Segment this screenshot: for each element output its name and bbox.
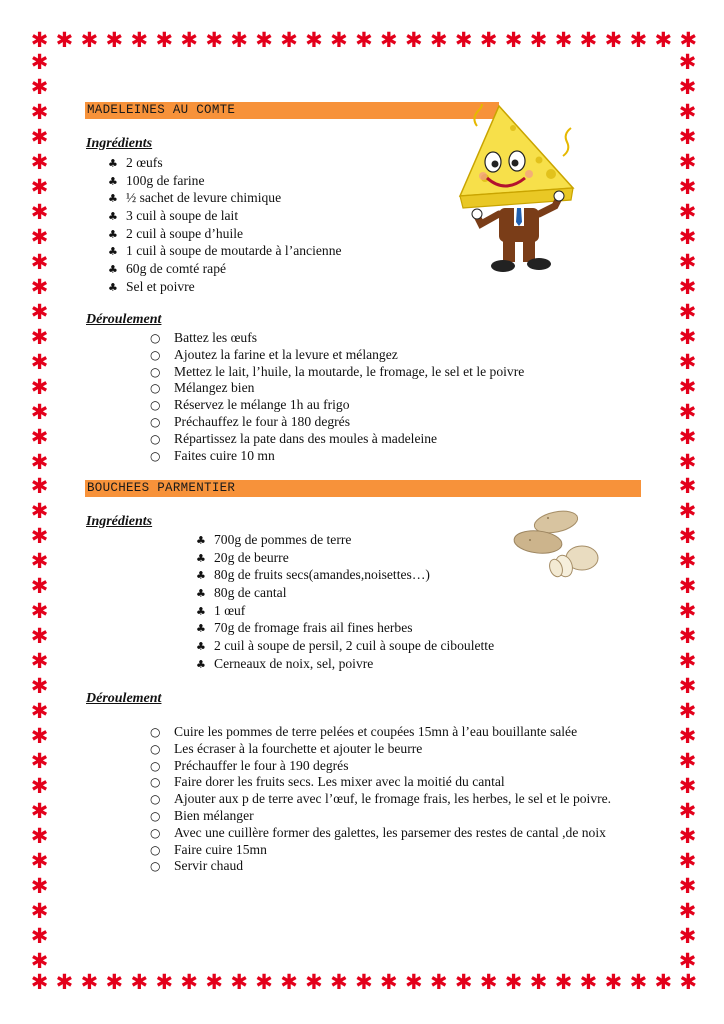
step-item: ○ Ajouter aux p de terre avec l’œuf, le fromage frais, les herbes, le sel et le poivre. bbox=[150, 791, 612, 807]
border-flake-icon: ✱ bbox=[678, 724, 697, 749]
recipe-2-title: BOUCHEES PARMENTIER bbox=[87, 481, 236, 495]
border-flake-icon: ✱ bbox=[678, 299, 697, 324]
ingredient-item: ♣ 2 cuil à soupe de persil, 2 cuil à soupe de ciboulette bbox=[196, 638, 495, 654]
border-flake-icon: ✱ bbox=[30, 424, 49, 449]
border-flake-icon: ✱ bbox=[678, 849, 697, 873]
border-flake-icon: ✱ bbox=[30, 549, 49, 574]
border-flake-icon: ✱ bbox=[30, 524, 49, 549]
border-flake-icon: ✱ bbox=[504, 28, 523, 52]
border-flake-icon: ✱ bbox=[30, 674, 49, 699]
border-flake-icon: ✱ bbox=[30, 28, 49, 52]
border-flake-icon: ✱ bbox=[678, 873, 697, 898]
border-flake-icon: ✱ bbox=[454, 28, 473, 52]
border-flake-icon: ✱ bbox=[30, 224, 49, 249]
border-flake-icon: ✱ bbox=[30, 399, 49, 424]
border-flake-icon: ✱ bbox=[30, 349, 49, 374]
border-flake-icon: ✱ bbox=[579, 970, 598, 994]
border-flake-icon: ✱ bbox=[678, 649, 697, 674]
border-flake-icon: ✱ bbox=[80, 28, 99, 52]
border-flake-icon: ✱ bbox=[678, 799, 697, 824]
border-flake-icon: ✱ bbox=[30, 799, 49, 824]
border-flake-icon: ✱ bbox=[30, 970, 49, 994]
border-flake-icon: ✱ bbox=[155, 970, 174, 994]
border-flake-icon: ✱ bbox=[654, 28, 673, 52]
border-flake-icon: ✱ bbox=[529, 28, 548, 52]
border-flake-icon: ✱ bbox=[30, 873, 49, 898]
border-flake-icon: ✱ bbox=[30, 923, 49, 948]
border-flake-icon: ✱ bbox=[678, 274, 697, 299]
border-flake-icon: ✱ bbox=[30, 649, 49, 674]
ingredient-item: ♣ 100g de farine bbox=[108, 172, 205, 188]
border-flake-icon: ✱ bbox=[230, 970, 248, 994]
border-flake-icon: ✱ bbox=[678, 599, 697, 624]
step-item: ○ Préchauffer le four à 190 degrés bbox=[150, 757, 349, 773]
border-flake-icon: ✱ bbox=[678, 524, 697, 549]
recipe-2-title-bar bbox=[85, 480, 641, 497]
border-flake-icon: ✱ bbox=[355, 970, 373, 994]
border-flake-icon: ✱ bbox=[678, 349, 697, 374]
border-flake-icon: ✱ bbox=[678, 149, 697, 174]
step-item: ○ Battez les œufs bbox=[150, 330, 258, 345]
border-flake-icon: ✱ bbox=[678, 399, 697, 424]
border-flake-icon: ✱ bbox=[678, 324, 697, 349]
border-flake-icon: ✱ bbox=[678, 499, 697, 524]
border-flake-icon: ✱ bbox=[355, 28, 373, 52]
step-item: ○ Ajoutez la farine et la levure et mélangez bbox=[150, 346, 398, 362]
step-item: ○ Préchauffez le four à 180 degrés bbox=[150, 413, 351, 429]
border-flake-icon: ✱ bbox=[30, 898, 49, 923]
border-flake-icon: ✱ bbox=[30, 99, 49, 124]
border-flake-icon: ✱ bbox=[280, 28, 298, 52]
border-flake-icon: ✱ bbox=[678, 249, 697, 274]
border-flake-icon: ✱ bbox=[429, 970, 448, 994]
border-flake-icon: ✱ bbox=[678, 224, 697, 249]
ingredient-item: ♣ ½ sachet de levure chimique bbox=[108, 190, 282, 206]
ingredient-item: ♣ 1 œuf bbox=[196, 602, 246, 618]
border-flake-icon: ✱ bbox=[55, 970, 74, 994]
step-item: ○ Mélangez bien bbox=[150, 380, 255, 396]
border-flake-icon: ✱ bbox=[30, 849, 49, 873]
border-flake-icon: ✱ bbox=[30, 824, 49, 849]
ingredient-item: ♣ 2 œufs bbox=[108, 155, 163, 170]
border-flake-icon: ✱ bbox=[330, 970, 348, 994]
border-flake-icon: ✱ bbox=[678, 898, 697, 923]
page-border-left bbox=[28, 52, 51, 972]
border-flake-icon: ✱ bbox=[30, 199, 49, 224]
border-flake-icon: ✱ bbox=[380, 28, 398, 52]
border-flake-icon: ✱ bbox=[454, 970, 473, 994]
border-flake-icon: ✱ bbox=[554, 970, 573, 994]
border-flake-icon: ✱ bbox=[678, 74, 697, 99]
potatoes-icon bbox=[510, 508, 605, 580]
border-flake-icon: ✱ bbox=[280, 970, 298, 994]
ingredient-item: ♣ 3 cuil à soupe de lait bbox=[108, 208, 239, 224]
border-flake-icon: ✱ bbox=[604, 970, 623, 994]
step-item: ○ Servir chaud bbox=[150, 858, 244, 874]
border-flake-icon: ✱ bbox=[629, 970, 648, 994]
step-item: ○ Mettez le lait, l’huile, la moutarde, le fromage, le sel et le poivre bbox=[150, 363, 525, 379]
border-flake-icon: ✱ bbox=[629, 28, 648, 52]
page-border-right bbox=[676, 52, 699, 972]
border-flake-icon: ✱ bbox=[30, 174, 49, 199]
recipe-1-steps-heading: Déroulement bbox=[86, 312, 162, 327]
border-flake-icon: ✱ bbox=[255, 970, 273, 994]
ingredient-item: ♣ 60g de comté rapé bbox=[108, 261, 227, 277]
border-flake-icon: ✱ bbox=[678, 549, 697, 574]
border-flake-icon: ✱ bbox=[30, 774, 49, 799]
ingredient-item: ♣ 80g de cantal bbox=[196, 585, 287, 601]
step-item: ○ Réservez le mélange 1h au frigo bbox=[150, 397, 350, 413]
page-border-bottom bbox=[28, 972, 700, 993]
border-flake-icon: ✱ bbox=[30, 948, 49, 973]
step-item: ○ Faire dorer les fruits secs. Les mixer avec la moitié du cantal bbox=[150, 774, 505, 790]
border-flake-icon: ✱ bbox=[330, 28, 348, 52]
step-item: ○ Bien mélanger bbox=[150, 807, 254, 823]
border-flake-icon: ✱ bbox=[305, 28, 323, 52]
ingredient-item: ♣ Sel et poivre bbox=[108, 278, 195, 294]
step-item: ○ Faites cuire 10 mn bbox=[150, 447, 275, 463]
border-flake-icon: ✱ bbox=[305, 970, 323, 994]
border-flake-icon: ✱ bbox=[30, 599, 49, 624]
ingredient-item: ♣ 80g de fruits secs(amandes,noisettes…) bbox=[196, 567, 430, 583]
border-flake-icon: ✱ bbox=[678, 199, 697, 224]
border-flake-icon: ✱ bbox=[130, 970, 149, 994]
border-flake-icon: ✱ bbox=[678, 699, 697, 724]
border-flake-icon: ✱ bbox=[678, 174, 697, 199]
border-flake-icon: ✱ bbox=[404, 970, 423, 994]
recipe-2-ingredients-heading: Ingrédients bbox=[86, 514, 153, 529]
border-flake-icon: ✱ bbox=[180, 970, 199, 994]
border-flake-icon: ✱ bbox=[255, 28, 273, 52]
border-flake-icon: ✱ bbox=[678, 624, 697, 649]
border-flake-icon: ✱ bbox=[678, 749, 697, 774]
recipe-2-steps-list bbox=[150, 724, 620, 875]
border-flake-icon: ✱ bbox=[30, 749, 49, 774]
border-flake-icon: ✱ bbox=[205, 970, 223, 994]
border-flake-icon: ✱ bbox=[30, 274, 49, 299]
recipe-1-title: MADELEINES AU COMTE bbox=[87, 103, 236, 117]
border-flake-icon: ✱ bbox=[30, 124, 49, 149]
step-item: ○ Cuire les pommes de terre pelées et coupées 15mn à l’eau bouillante salée bbox=[150, 724, 578, 739]
border-flake-icon: ✱ bbox=[80, 970, 99, 994]
border-flake-icon: ✱ bbox=[554, 28, 573, 52]
ingredient-item: ♣ 20g de beurre bbox=[196, 549, 289, 565]
border-flake-icon: ✱ bbox=[678, 824, 697, 849]
ingredient-item: ♣ 70g de fromage frais ail fines herbes bbox=[196, 620, 413, 636]
border-flake-icon: ✱ bbox=[678, 574, 697, 599]
step-item: ○ Avec une cuillère former des galettes, les parsemer des restes de cantal ,de noix bbox=[150, 824, 606, 840]
border-flake-icon: ✱ bbox=[30, 624, 49, 649]
border-flake-icon: ✱ bbox=[678, 50, 697, 74]
border-flake-icon: ✱ bbox=[678, 374, 697, 399]
recipe-1-steps-list bbox=[150, 330, 620, 464]
border-flake-icon: ✱ bbox=[30, 474, 49, 499]
border-flake-icon: ✱ bbox=[30, 149, 49, 174]
border-flake-icon: ✱ bbox=[380, 970, 398, 994]
border-flake-icon: ✱ bbox=[180, 28, 199, 52]
border-flake-icon: ✱ bbox=[679, 28, 698, 52]
ingredient-item: ♣ 2 cuil à soupe d’huile bbox=[108, 225, 244, 241]
page-border-top bbox=[28, 30, 700, 51]
border-flake-icon: ✱ bbox=[105, 970, 124, 994]
recipe-2-steps-heading: Déroulement bbox=[86, 691, 162, 706]
border-flake-icon: ✱ bbox=[678, 923, 697, 948]
border-flake-icon: ✱ bbox=[678, 124, 697, 149]
border-flake-icon: ✱ bbox=[30, 249, 49, 274]
border-flake-icon: ✱ bbox=[55, 28, 74, 52]
border-flake-icon: ✱ bbox=[579, 28, 598, 52]
border-flake-icon: ✱ bbox=[30, 74, 49, 99]
border-flake-icon: ✱ bbox=[30, 499, 49, 524]
border-flake-icon: ✱ bbox=[678, 948, 697, 973]
border-flake-icon: ✱ bbox=[654, 970, 673, 994]
border-flake-icon: ✱ bbox=[130, 28, 149, 52]
ingredient-item: ♣ 700g de pommes de terre bbox=[196, 532, 352, 547]
step-item: ○ Les écraser à la fourchette et ajouter le beurre bbox=[150, 740, 423, 756]
cheese-character-icon bbox=[455, 104, 580, 279]
border-flake-icon: ✱ bbox=[30, 324, 49, 349]
recipe-1-ingredients-heading: Ingrédients bbox=[86, 136, 153, 151]
border-flake-icon: ✱ bbox=[679, 970, 698, 994]
border-flake-icon: ✱ bbox=[678, 474, 697, 499]
border-flake-icon: ✱ bbox=[479, 970, 498, 994]
border-flake-icon: ✱ bbox=[30, 699, 49, 724]
border-flake-icon: ✱ bbox=[479, 28, 498, 52]
step-item: ○ Répartissez la pate dans des moules à madeleine bbox=[150, 430, 438, 446]
border-flake-icon: ✱ bbox=[30, 574, 49, 599]
step-item: ○ Faire cuire 15mn bbox=[150, 841, 267, 857]
recipe-1-ingredients-list bbox=[108, 154, 342, 296]
border-flake-icon: ✱ bbox=[529, 970, 548, 994]
border-flake-icon: ✱ bbox=[205, 28, 223, 52]
border-flake-icon: ✱ bbox=[30, 374, 49, 399]
border-flake-icon: ✱ bbox=[429, 28, 448, 52]
recipe-2-ingredients-list bbox=[196, 531, 494, 673]
border-flake-icon: ✱ bbox=[230, 28, 248, 52]
border-flake-icon: ✱ bbox=[30, 299, 49, 324]
border-flake-icon: ✱ bbox=[678, 99, 697, 124]
border-flake-icon: ✱ bbox=[404, 28, 423, 52]
border-flake-icon: ✱ bbox=[678, 424, 697, 449]
border-flake-icon: ✱ bbox=[504, 970, 523, 994]
border-flake-icon: ✱ bbox=[30, 449, 49, 474]
border-flake-icon: ✱ bbox=[678, 774, 697, 799]
ingredient-item: ♣ 1 cuil à soupe de moutarde à l’ancienne bbox=[108, 243, 342, 259]
border-flake-icon: ✱ bbox=[30, 724, 49, 749]
border-flake-icon: ✱ bbox=[678, 449, 697, 474]
ingredient-item: ♣ Cerneaux de noix, sel, poivre bbox=[196, 655, 374, 671]
border-flake-icon: ✱ bbox=[155, 28, 174, 52]
border-flake-icon: ✱ bbox=[105, 28, 124, 52]
border-flake-icon: ✱ bbox=[678, 674, 697, 699]
border-flake-icon: ✱ bbox=[30, 50, 49, 74]
border-flake-icon: ✱ bbox=[604, 28, 623, 52]
recipe-1-title-bar bbox=[85, 102, 499, 119]
